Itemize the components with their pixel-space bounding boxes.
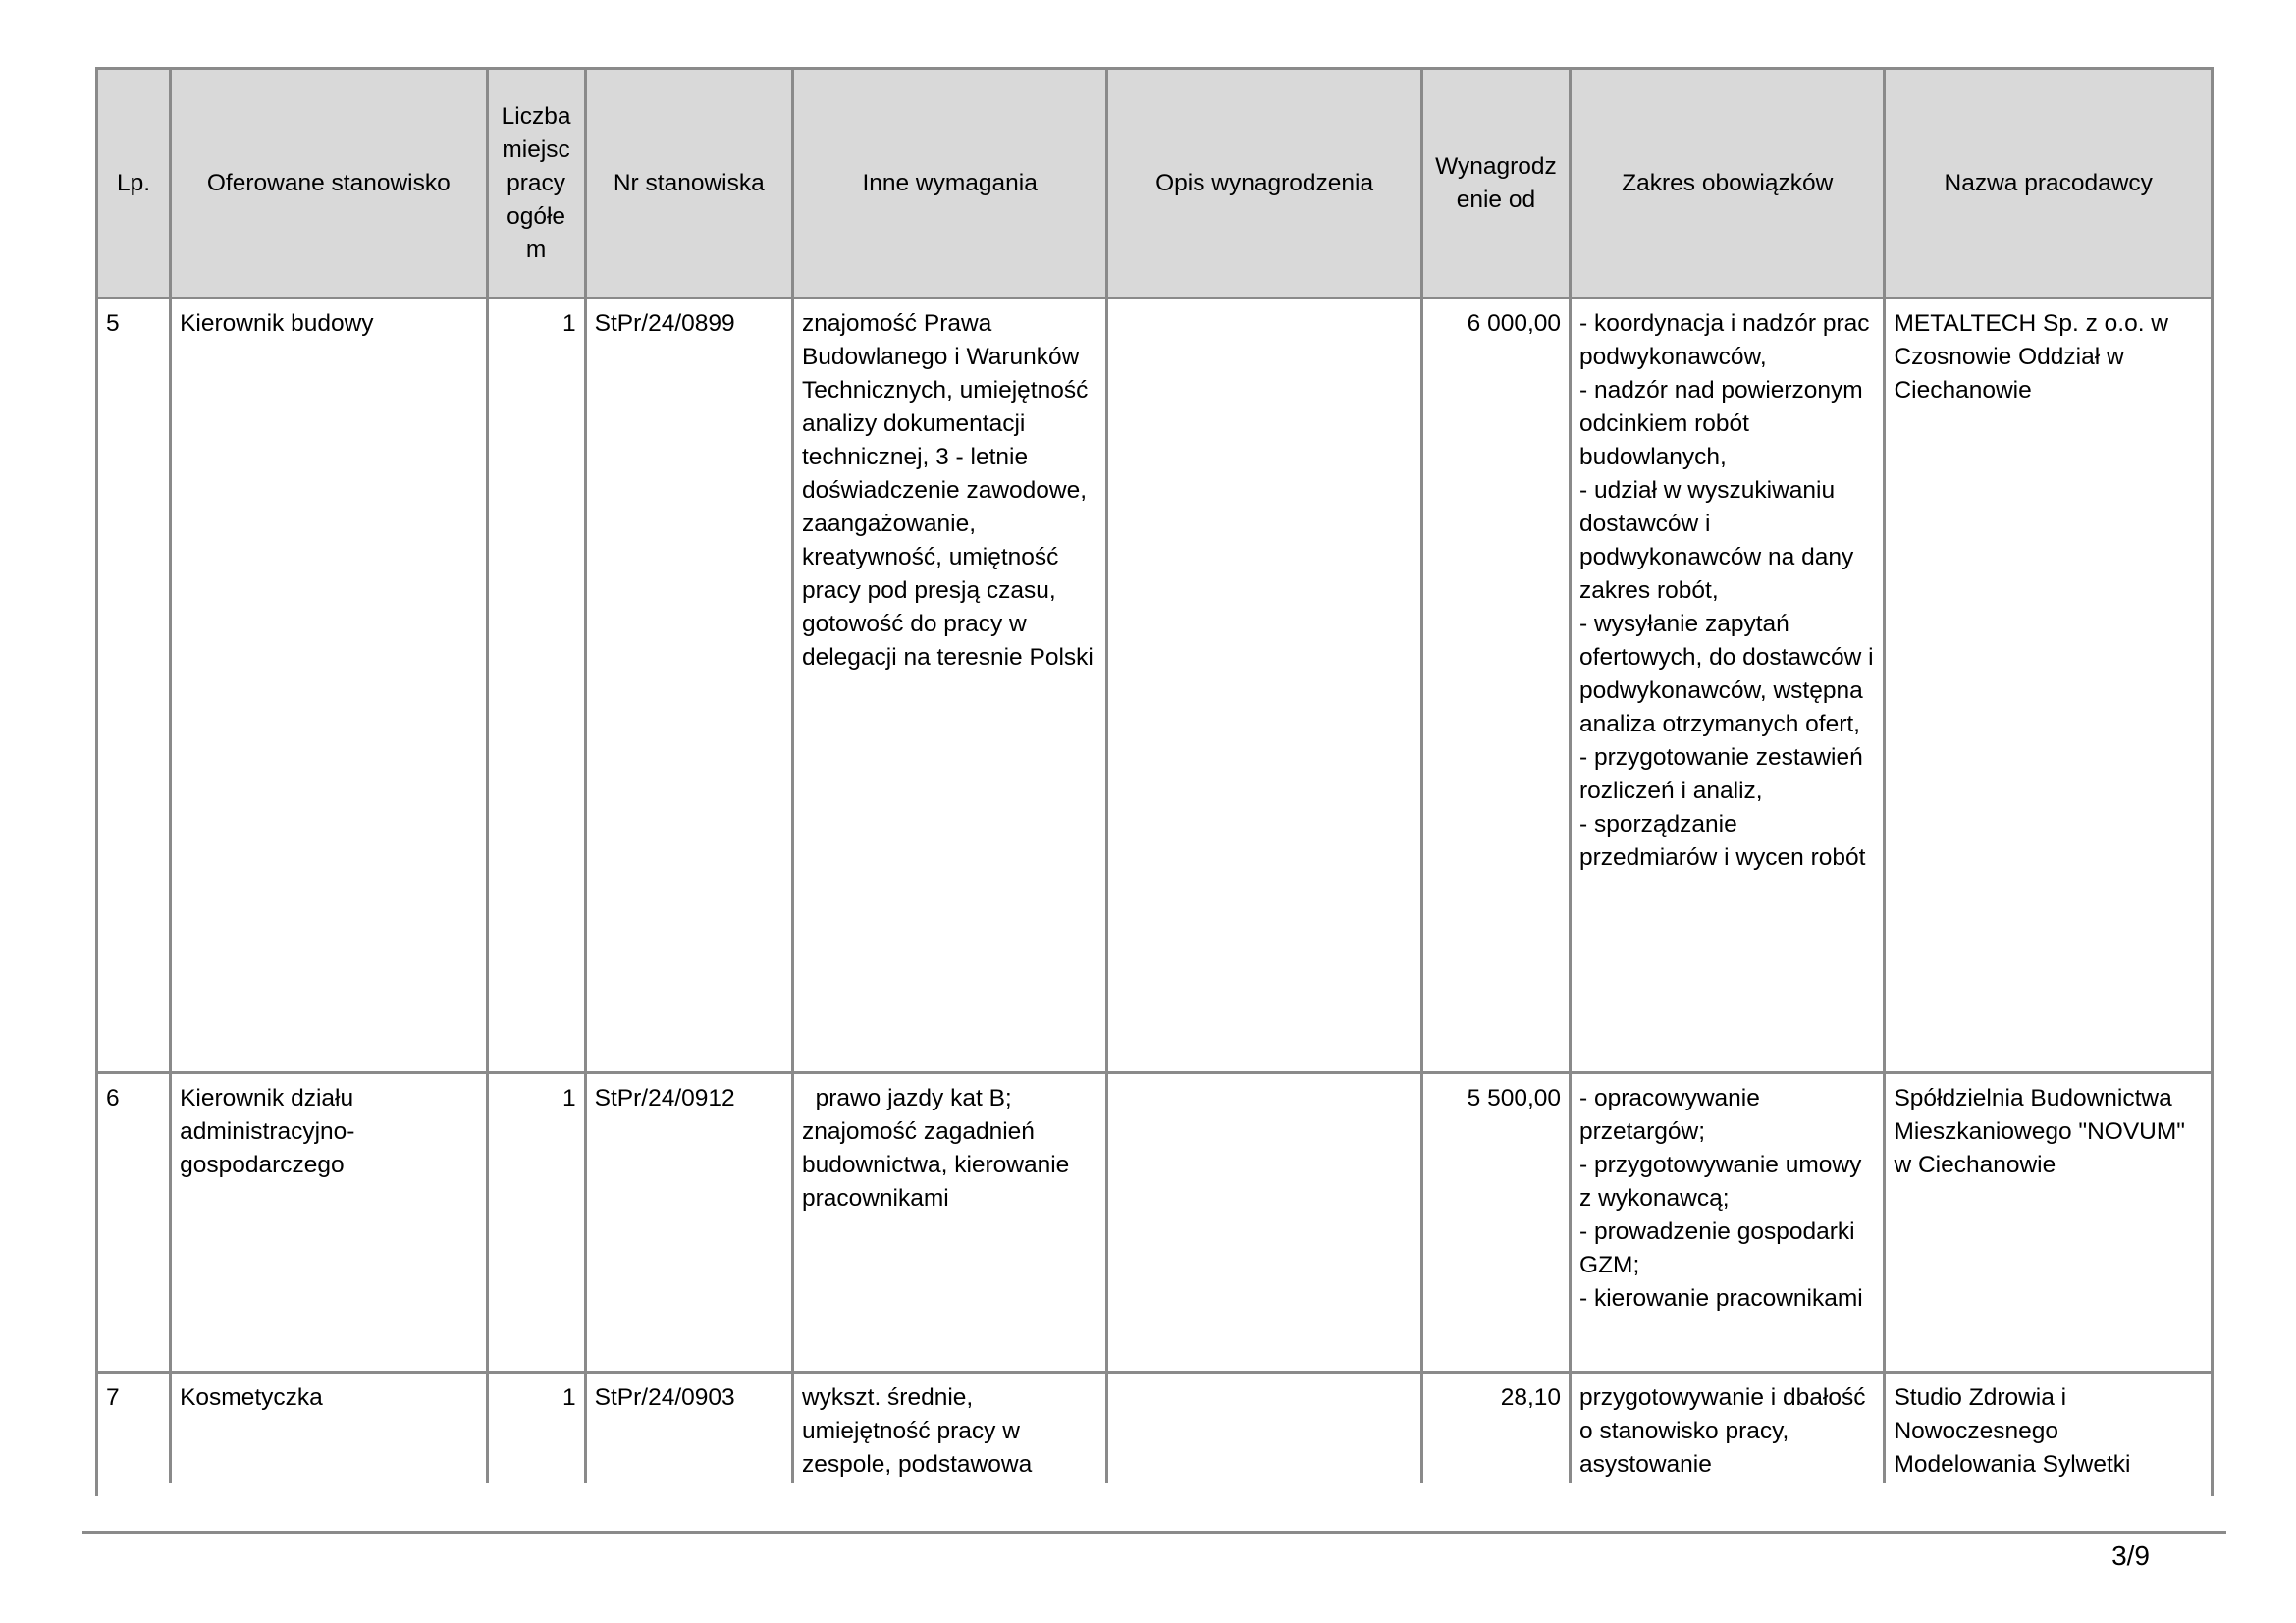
header-salary-from: Wynagrodz enie od xyxy=(1421,69,1570,298)
header-requirements: Inne wymagania xyxy=(792,69,1106,298)
header-position: Oferowane stanowisko xyxy=(171,69,487,298)
cell-count: 1 xyxy=(487,298,585,1073)
cell-employer: Spółdzielnia Budownictwa Mieszkaniowego "NOVUM" w Ciechanowie xyxy=(1885,1073,2213,1373)
cell-lp: 5 xyxy=(97,298,171,1073)
cell-requirements: wykszt. średnie, umiejętność pracy w zespole, podstawowa xyxy=(792,1373,1106,1484)
cell-salary-description xyxy=(1107,1373,1421,1484)
cell-salary-description xyxy=(1107,298,1421,1073)
table-row xyxy=(97,1373,2213,1484)
table-row xyxy=(97,1073,2213,1373)
footer-divider xyxy=(82,1531,2226,1534)
header-count: Liczba miejsc pracy ogółe m xyxy=(487,69,585,298)
cell-salary-from: 5 500,00 xyxy=(1421,1073,1570,1373)
cell-employer: Studio Zdrowia i Nowoczesnego Modelowania Sylwetki xyxy=(1885,1373,2213,1484)
cell-position: Kierownik budowy xyxy=(171,298,487,1073)
cell-lp: 6 xyxy=(97,1073,171,1373)
cell-lp: 7 xyxy=(97,1373,171,1484)
cell-requirements: prawo jazdy kat B; znajomość zagadnień budownictwa, kierowanie pracownikami xyxy=(792,1073,1106,1373)
header-lp: Lp. xyxy=(97,69,171,298)
table-row xyxy=(97,298,2213,1073)
cell-count: 1 xyxy=(487,1373,585,1484)
table-header-row xyxy=(97,69,2213,298)
cell-duties: przygotowywanie i dbałość o stanowisko pracy, asystowanie xyxy=(1571,1373,1885,1484)
cell-duties: - opracowywanie przetargów; - przygotowywanie umowy z wykonawcą; - prowadzenie gospodarki GZM; - kierowanie pracownikami xyxy=(1571,1073,1885,1373)
cell-salary-from: 28,10 xyxy=(1421,1373,1570,1484)
header-employer: Nazwa pracodawcy xyxy=(1885,69,2213,298)
table-right-border-extension xyxy=(2211,1473,2214,1496)
job-offers-table-wrapper xyxy=(95,67,2214,1483)
job-offers-table xyxy=(95,67,2214,1483)
cell-position: Kierownik działu administracyjno-gospodarczego xyxy=(171,1073,487,1373)
cell-employer: METALTECH Sp. z o.o. w Czosnowie Oddział w Ciechanowie xyxy=(1885,298,2213,1073)
cell-position: Kosmetyczka xyxy=(171,1373,487,1484)
cell-count: 1 xyxy=(487,1073,585,1373)
header-salary-description: Opis wynagrodzenia xyxy=(1107,69,1421,298)
cell-number: StPr/24/0912 xyxy=(585,1073,792,1373)
cell-number: StPr/24/0903 xyxy=(585,1373,792,1484)
page-number: 3/9 xyxy=(2111,1541,2150,1571)
cell-salary-description xyxy=(1107,1073,1421,1373)
cell-duties: - koordynacja i nadzór prac podwykonawców, - nadzór nad powierzonym odcinkiem robót budowlanych, - udział w wyszukiwaniu dostawców i podwykonawców na dany zakres robót, - wysyłanie zapytań ofertowych, do dostawców i podwykonawców, wstępna analiza otrzymanych ofert, - przygotowanie zestawień rozliczeń i analiz, - sporządzanie przedmiarów i wycen robót xyxy=(1571,298,1885,1073)
header-duties: Zakres obowiązków xyxy=(1571,69,1885,298)
cell-salary-from: 6 000,00 xyxy=(1421,298,1570,1073)
header-number: Nr stanowiska xyxy=(585,69,792,298)
table-left-border-extension xyxy=(95,1473,98,1496)
cell-number: StPr/24/0899 xyxy=(585,298,792,1073)
cell-requirements: znajomość Prawa Budowlanego i Warunków Technicznych, umiejętność analizy dokumentacji technicznej, 3 - letnie doświadczenie zawodowe, zaangażowanie, kreatywność, umiętność pracy pod presją czasu, gotowość do pracy w delegacji na teresnie Polski xyxy=(792,298,1106,1073)
